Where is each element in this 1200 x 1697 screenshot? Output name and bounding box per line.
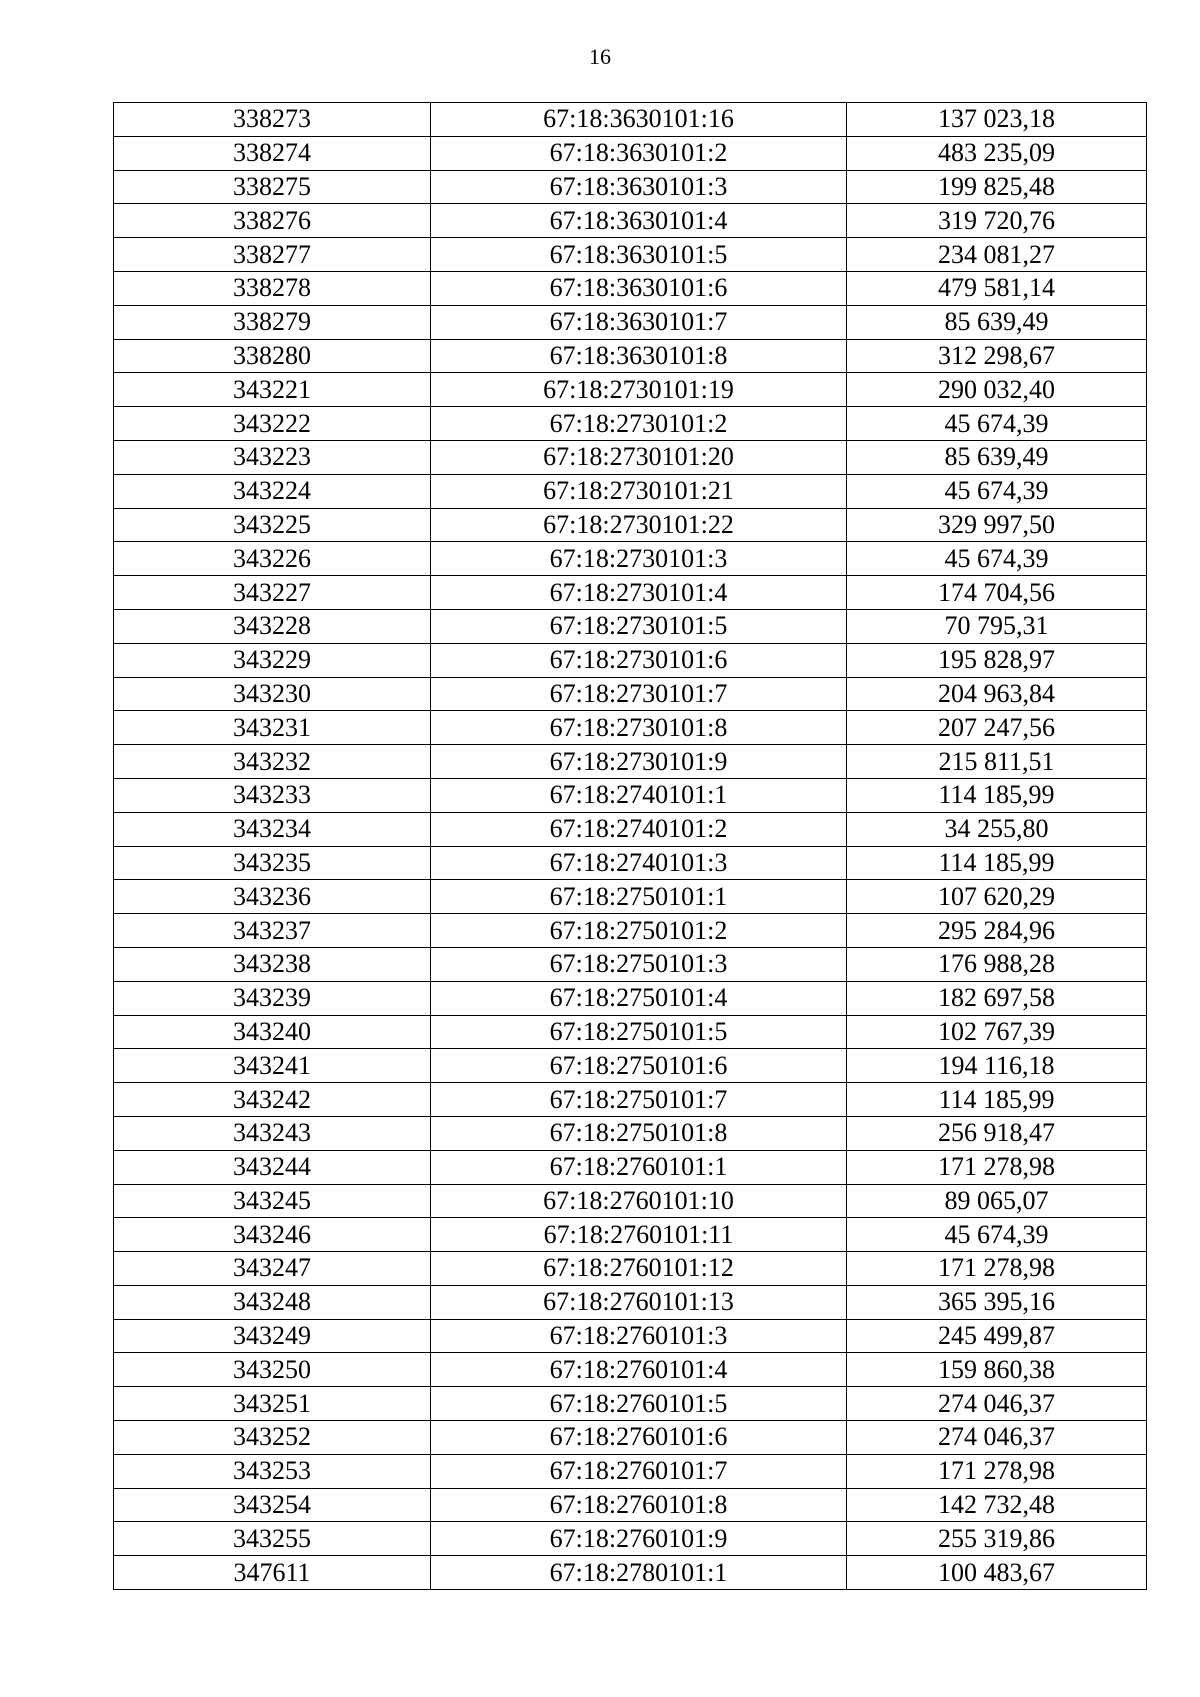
table-row bbox=[114, 508, 1147, 542]
cell-cadastral-number: 67:18:2760101:9 bbox=[431, 1522, 847, 1556]
table-row bbox=[114, 1184, 1147, 1218]
cell-cadastral-number: 67:18:2750101:8 bbox=[431, 1116, 847, 1150]
cell-id: 338276 bbox=[114, 204, 431, 238]
cell-value: 274 046,37 bbox=[847, 1387, 1147, 1421]
cell-id: 343241 bbox=[114, 1049, 431, 1083]
cell-cadastral-number: 67:18:2740101:2 bbox=[431, 812, 847, 846]
cell-cadastral-number: 67:18:2760101:12 bbox=[431, 1252, 847, 1286]
cell-id: 343227 bbox=[114, 576, 431, 610]
table-row bbox=[114, 136, 1147, 170]
cell-id: 343248 bbox=[114, 1285, 431, 1319]
table-row bbox=[114, 846, 1147, 880]
cell-id: 338275 bbox=[114, 170, 431, 204]
table-row bbox=[114, 271, 1147, 305]
table-row bbox=[114, 677, 1147, 711]
cell-id: 343222 bbox=[114, 407, 431, 441]
cell-cadastral-number: 67:18:2730101:2 bbox=[431, 407, 847, 441]
table-row bbox=[114, 1556, 1147, 1590]
cell-value: 137 023,18 bbox=[847, 103, 1147, 137]
table-row bbox=[114, 474, 1147, 508]
table-body bbox=[114, 103, 1147, 1590]
cell-value: 256 918,47 bbox=[847, 1116, 1147, 1150]
table-row bbox=[114, 1454, 1147, 1488]
cell-id: 343223 bbox=[114, 440, 431, 474]
table-row bbox=[114, 1488, 1147, 1522]
cell-cadastral-number: 67:18:2760101:3 bbox=[431, 1319, 847, 1353]
cell-value: 89 065,07 bbox=[847, 1184, 1147, 1218]
cell-id: 343242 bbox=[114, 1083, 431, 1117]
table-row bbox=[114, 576, 1147, 610]
cell-cadastral-number: 67:18:2760101:5 bbox=[431, 1387, 847, 1421]
cell-value: 174 704,56 bbox=[847, 576, 1147, 610]
cell-cadastral-number: 67:18:3630101:8 bbox=[431, 339, 847, 373]
cell-value: 295 284,96 bbox=[847, 914, 1147, 948]
table-row bbox=[114, 204, 1147, 238]
cell-value: 34 255,80 bbox=[847, 812, 1147, 846]
cell-cadastral-number: 67:18:2780101:1 bbox=[431, 1556, 847, 1590]
table-row bbox=[114, 981, 1147, 1015]
cell-cadastral-number: 67:18:2760101:13 bbox=[431, 1285, 847, 1319]
cell-id: 343247 bbox=[114, 1252, 431, 1286]
cell-value: 483 235,09 bbox=[847, 136, 1147, 170]
table-row bbox=[114, 373, 1147, 407]
table-row bbox=[114, 880, 1147, 914]
cell-id: 343253 bbox=[114, 1454, 431, 1488]
cell-cadastral-number: 67:18:3630101:3 bbox=[431, 170, 847, 204]
cell-id: 343252 bbox=[114, 1421, 431, 1455]
cell-value: 114 185,99 bbox=[847, 778, 1147, 812]
table-row bbox=[114, 1049, 1147, 1083]
table-row bbox=[114, 1285, 1147, 1319]
cell-value: 85 639,49 bbox=[847, 305, 1147, 339]
cell-value: 102 767,39 bbox=[847, 1015, 1147, 1049]
table-row bbox=[114, 1421, 1147, 1455]
cell-value: 114 185,99 bbox=[847, 1083, 1147, 1117]
cell-value: 195 828,97 bbox=[847, 643, 1147, 677]
cell-cadastral-number: 67:18:2750101:4 bbox=[431, 981, 847, 1015]
cell-value: 176 988,28 bbox=[847, 947, 1147, 981]
table-row bbox=[114, 778, 1147, 812]
cell-id: 347611 bbox=[114, 1556, 431, 1590]
cell-id: 343244 bbox=[114, 1150, 431, 1184]
cell-value: 171 278,98 bbox=[847, 1252, 1147, 1286]
cell-cadastral-number: 67:18:3630101:7 bbox=[431, 305, 847, 339]
cell-cadastral-number: 67:18:2740101:3 bbox=[431, 846, 847, 880]
cell-cadastral-number: 67:18:3630101:6 bbox=[431, 271, 847, 305]
cell-cadastral-number: 67:18:2730101:19 bbox=[431, 373, 847, 407]
cell-value: 329 997,50 bbox=[847, 508, 1147, 542]
cell-cadastral-number: 67:18:3630101:2 bbox=[431, 136, 847, 170]
cell-id: 343236 bbox=[114, 880, 431, 914]
cell-id: 343228 bbox=[114, 609, 431, 643]
table-row bbox=[114, 1252, 1147, 1286]
cell-cadastral-number: 67:18:2760101:7 bbox=[431, 1454, 847, 1488]
cell-value: 319 720,76 bbox=[847, 204, 1147, 238]
cell-cadastral-number: 67:18:2750101:7 bbox=[431, 1083, 847, 1117]
table-row bbox=[114, 711, 1147, 745]
cell-cadastral-number: 67:18:2760101:8 bbox=[431, 1488, 847, 1522]
data-table bbox=[113, 102, 1147, 1590]
cell-id: 343246 bbox=[114, 1218, 431, 1252]
table-row bbox=[114, 1522, 1147, 1556]
cell-value: 245 499,87 bbox=[847, 1319, 1147, 1353]
cell-cadastral-number: 67:18:2760101:10 bbox=[431, 1184, 847, 1218]
cell-id: 338273 bbox=[114, 103, 431, 137]
table-row bbox=[114, 947, 1147, 981]
cell-value: 100 483,67 bbox=[847, 1556, 1147, 1590]
table-row bbox=[114, 339, 1147, 373]
cell-value: 182 697,58 bbox=[847, 981, 1147, 1015]
cell-value: 107 620,29 bbox=[847, 880, 1147, 914]
table-row bbox=[114, 305, 1147, 339]
cell-cadastral-number: 67:18:2730101:9 bbox=[431, 745, 847, 779]
table-row bbox=[114, 643, 1147, 677]
cell-id: 343226 bbox=[114, 542, 431, 576]
cell-value: 479 581,14 bbox=[847, 271, 1147, 305]
cell-value: 312 298,67 bbox=[847, 339, 1147, 373]
table-row bbox=[114, 1353, 1147, 1387]
cell-value: 45 674,39 bbox=[847, 407, 1147, 441]
table-row bbox=[114, 812, 1147, 846]
cell-id: 343224 bbox=[114, 474, 431, 508]
cell-id: 343238 bbox=[114, 947, 431, 981]
table-row bbox=[114, 1319, 1147, 1353]
cell-cadastral-number: 67:18:2760101:11 bbox=[431, 1218, 847, 1252]
cell-value: 215 811,51 bbox=[847, 745, 1147, 779]
cell-id: 343245 bbox=[114, 1184, 431, 1218]
cell-value: 45 674,39 bbox=[847, 474, 1147, 508]
cell-value: 159 860,38 bbox=[847, 1353, 1147, 1387]
cell-value: 114 185,99 bbox=[847, 846, 1147, 880]
cell-cadastral-number: 67:18:2730101:8 bbox=[431, 711, 847, 745]
cell-value: 70 795,31 bbox=[847, 609, 1147, 643]
table-row bbox=[114, 103, 1147, 137]
cell-id: 343254 bbox=[114, 1488, 431, 1522]
table-row bbox=[114, 1083, 1147, 1117]
cell-value: 171 278,98 bbox=[847, 1454, 1147, 1488]
cell-id: 343240 bbox=[114, 1015, 431, 1049]
cell-id: 343233 bbox=[114, 778, 431, 812]
cell-cadastral-number: 67:18:2730101:21 bbox=[431, 474, 847, 508]
cell-cadastral-number: 67:18:2760101:1 bbox=[431, 1150, 847, 1184]
cell-value: 171 278,98 bbox=[847, 1150, 1147, 1184]
table-row bbox=[114, 440, 1147, 474]
cell-value: 290 032,40 bbox=[847, 373, 1147, 407]
table-row bbox=[114, 1015, 1147, 1049]
cell-value: 207 247,56 bbox=[847, 711, 1147, 745]
cell-id: 343250 bbox=[114, 1353, 431, 1387]
cell-value: 274 046,37 bbox=[847, 1421, 1147, 1455]
cell-id: 338274 bbox=[114, 136, 431, 170]
cell-cadastral-number: 67:18:2750101:5 bbox=[431, 1015, 847, 1049]
cell-cadastral-number: 67:18:2750101:3 bbox=[431, 947, 847, 981]
cell-value: 234 081,27 bbox=[847, 238, 1147, 272]
cell-cadastral-number: 67:18:2760101:6 bbox=[431, 1421, 847, 1455]
cell-id: 343230 bbox=[114, 677, 431, 711]
cell-value: 255 319,86 bbox=[847, 1522, 1147, 1556]
cell-cadastral-number: 67:18:2750101:6 bbox=[431, 1049, 847, 1083]
cell-id: 343251 bbox=[114, 1387, 431, 1421]
cell-cadastral-number: 67:18:2750101:2 bbox=[431, 914, 847, 948]
cell-id: 343231 bbox=[114, 711, 431, 745]
cell-cadastral-number: 67:18:2750101:1 bbox=[431, 880, 847, 914]
cell-cadastral-number: 67:18:3630101:5 bbox=[431, 238, 847, 272]
cell-cadastral-number: 67:18:2760101:4 bbox=[431, 1353, 847, 1387]
table-row bbox=[114, 1387, 1147, 1421]
table-row bbox=[114, 1116, 1147, 1150]
cell-id: 338279 bbox=[114, 305, 431, 339]
table-row bbox=[114, 238, 1147, 272]
cell-value: 142 732,48 bbox=[847, 1488, 1147, 1522]
cell-id: 343235 bbox=[114, 846, 431, 880]
table-row bbox=[114, 407, 1147, 441]
cell-id: 343239 bbox=[114, 981, 431, 1015]
table-row bbox=[114, 542, 1147, 576]
table-row bbox=[114, 170, 1147, 204]
cell-value: 85 639,49 bbox=[847, 440, 1147, 474]
cell-id: 343243 bbox=[114, 1116, 431, 1150]
cell-value: 199 825,48 bbox=[847, 170, 1147, 204]
page-number: 16 bbox=[589, 44, 611, 69]
cell-value: 365 395,16 bbox=[847, 1285, 1147, 1319]
cell-cadastral-number: 67:18:2730101:20 bbox=[431, 440, 847, 474]
cell-cadastral-number: 67:18:3630101:4 bbox=[431, 204, 847, 238]
cell-cadastral-number: 67:18:2730101:3 bbox=[431, 542, 847, 576]
cell-id: 338280 bbox=[114, 339, 431, 373]
cell-cadastral-number: 67:18:2730101:7 bbox=[431, 677, 847, 711]
cell-cadastral-number: 67:18:2730101:22 bbox=[431, 508, 847, 542]
cell-cadastral-number: 67:18:3630101:16 bbox=[431, 103, 847, 137]
cell-cadastral-number: 67:18:2730101:4 bbox=[431, 576, 847, 610]
cell-value: 45 674,39 bbox=[847, 542, 1147, 576]
cell-value: 194 116,18 bbox=[847, 1049, 1147, 1083]
cell-value: 204 963,84 bbox=[847, 677, 1147, 711]
cell-id: 343249 bbox=[114, 1319, 431, 1353]
cell-cadastral-number: 67:18:2730101:5 bbox=[431, 609, 847, 643]
table-row bbox=[114, 1150, 1147, 1184]
cell-id: 343225 bbox=[114, 508, 431, 542]
table-row bbox=[114, 745, 1147, 779]
cell-id: 343255 bbox=[114, 1522, 431, 1556]
cell-id: 343221 bbox=[114, 373, 431, 407]
cell-cadastral-number: 67:18:2730101:6 bbox=[431, 643, 847, 677]
cell-id: 338278 bbox=[114, 271, 431, 305]
table-row bbox=[114, 1218, 1147, 1252]
cell-id: 343237 bbox=[114, 914, 431, 948]
cell-id: 343229 bbox=[114, 643, 431, 677]
table-row bbox=[114, 609, 1147, 643]
cell-id: 343234 bbox=[114, 812, 431, 846]
table-row bbox=[114, 914, 1147, 948]
cell-value: 45 674,39 bbox=[847, 1218, 1147, 1252]
cell-cadastral-number: 67:18:2740101:1 bbox=[431, 778, 847, 812]
cell-id: 343232 bbox=[114, 745, 431, 779]
cell-id: 338277 bbox=[114, 238, 431, 272]
